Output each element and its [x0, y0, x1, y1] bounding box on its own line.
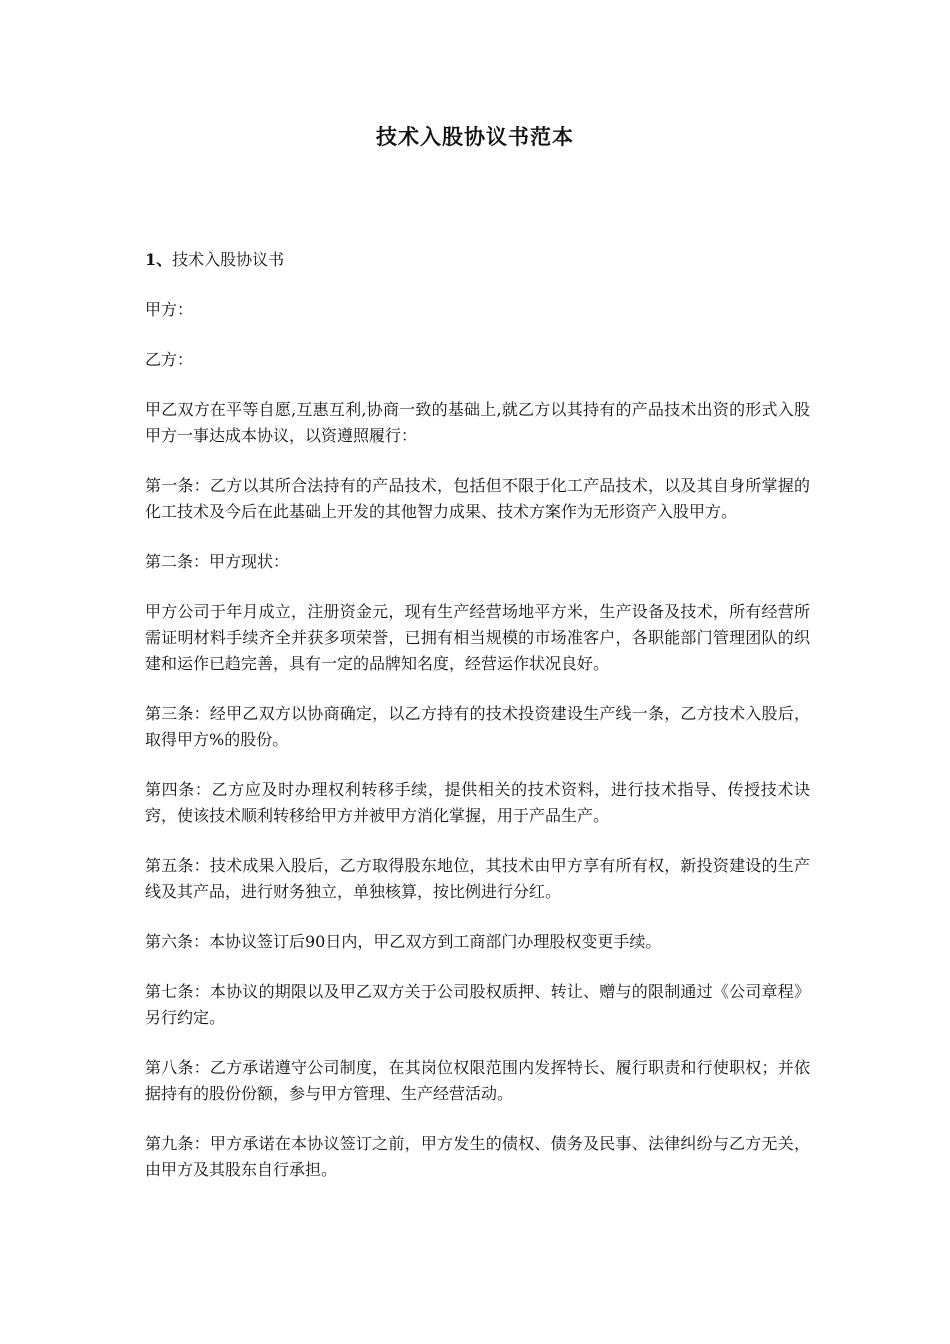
article-6: 第六条：本协议签订后90日内，甲乙双方到工商部门办理股权变更手续。	[145, 932, 662, 951]
party-b-line: 乙方：	[145, 350, 194, 369]
article-9: 第九条：甲方承诺在本协议签订之前，甲方发生的债权、债务及民事、法律纠纷与乙方无关，由甲方及其股东自行承担。	[145, 1134, 810, 1179]
article-8: 第八条：乙方承诺遵守公司制度，在其岗位权限范围内发挥特长、履行职责和行使职权；并依据持有的股份份额，参与甲方管理、生产经营活动。	[145, 1058, 810, 1103]
article-3: 第三条：经甲乙双方以协商确定，以乙方持有的技术投资建设生产线一条，乙方技术入股后，取得甲方%的股份。	[145, 704, 810, 749]
party-a-line: 甲方：	[145, 300, 194, 319]
section-title: 技术入股协议书	[172, 250, 285, 269]
article-2-heading: 第二条：甲方现状：	[145, 552, 290, 571]
preamble-paragraph: 甲乙双方在平等自愿,互惠互利,协商一致的基础上,就乙方以其持有的产品技术出资的形式入股甲方一事达成本协议，以资遵照履行：	[145, 400, 810, 445]
section-heading	[145, 247, 810, 273]
section-number: 1、	[145, 250, 173, 269]
article-2-body: 甲方公司于年月成立，注册资金元，现有生产经营场地平方米，生产设备及技术，所有经营所需证明材料手续齐全并获多项荣誉，已拥有相当规模的市场准客户，各职能部门管理团队的织建和运作已趋完善，具有一定的品牌知名度，经营运作状况良好。	[145, 602, 810, 673]
article-4: 第四条：乙方应及时办理权利转移手续，提供相关的技术资料，进行技术指导、传授技术诀窍，使该技术顺利转移给甲方并被甲方消化掌握，用于产品生产。	[145, 780, 810, 825]
article-7: 第七条：本协议的期限以及甲乙双方关于公司股权质押、转让、赠与的限制通过《公司章程》另行约定。	[145, 982, 810, 1027]
article-1: 第一条：乙方以其所合法持有的产品技术，包括但不限于化工产品技术，以及其自身所掌握的化工技术及今后在此基础上开发的其他智力成果、技术方案作为无形资产入股甲方。	[145, 476, 810, 521]
document-body	[145, 247, 810, 1207]
document-title: 技术入股协议书范本	[376, 124, 574, 149]
article-5: 第五条：技术成果入股后，乙方取得股东地位，其技术由甲方享有所有权，新投资建设的生产线及其产品，进行财务独立，单独核算，按比例进行分红。	[145, 856, 810, 901]
